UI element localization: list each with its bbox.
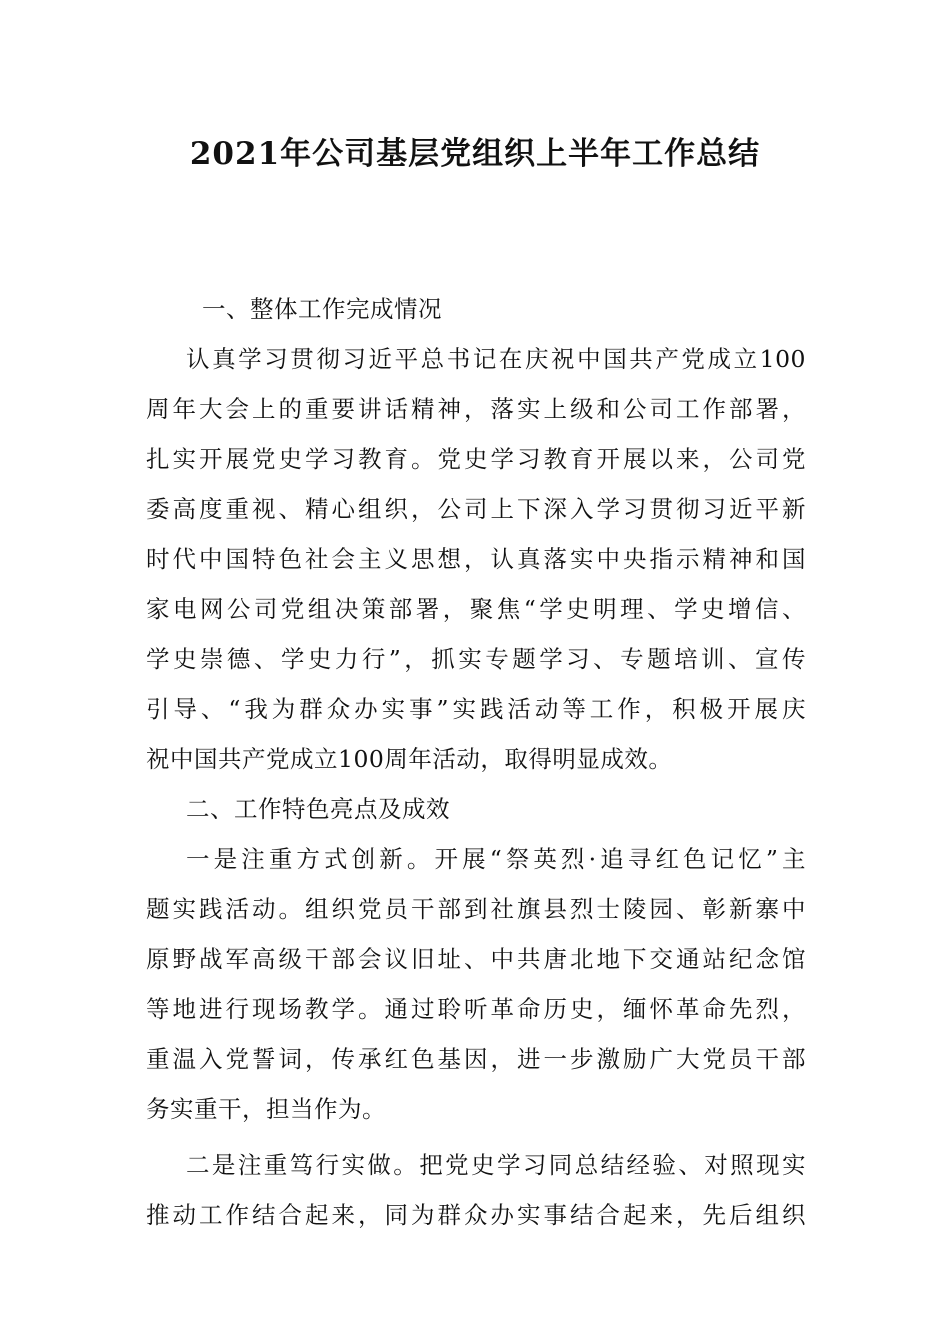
paragraph-line: 家电网公司党组决策部署，聚焦“学史明理、学史增信、 <box>146 595 806 623</box>
paragraph-line: 务实重干，担当作为。 <box>146 1095 386 1123</box>
paragraph-line: 二是注重笃行实做。把党史学习同总结经验、对照现实 <box>186 1151 806 1179</box>
document-body <box>146 284 806 1240</box>
paragraph-line: 周年大会上的重要讲话精神，落实上级和公司工作部署， <box>146 395 806 423</box>
paragraph-line: 原野战军高级干部会议旧址、中共唐北地下交通站纪念馆 <box>146 945 806 973</box>
paragraph-1 <box>146 334 806 784</box>
section-heading-1: 一、整体工作完成情况 <box>202 295 442 323</box>
paragraph-line: 学史崇德、学史力行”，抓实专题学习、专题培训、宣传 <box>146 645 806 673</box>
paragraph-line: 时代中国特色社会主义思想，认真落实中央指示精神和国 <box>146 545 806 573</box>
paragraph-line: 题实践活动。组织党员干部到社旗县烈士陵园、彰新寨中 <box>146 895 806 923</box>
paragraph-line: 一是注重方式创新。开展“祭英烈·追寻红色记忆”主 <box>186 845 806 873</box>
paragraph-3 <box>146 1140 806 1240</box>
paragraph-2 <box>146 834 806 1134</box>
paragraph-line: 祝中国共产党成立100周年活动，取得明显成效。 <box>146 745 673 773</box>
paragraph-line: 等地进行现场教学。通过聆听革命历史，缅怀革命先烈， <box>146 995 806 1023</box>
section-heading-2: 二、工作特色亮点及成效 <box>186 795 450 823</box>
paragraph-line: 重温入党誓词，传承红色基因，进一步激励广大党员干部 <box>146 1045 806 1073</box>
paragraph-line: 引导、“我为群众办实事”实践活动等工作，积极开展庆 <box>146 695 806 723</box>
paragraph-line: 推动工作结合起来，同为群众办实事结合起来，先后组织 <box>146 1201 806 1229</box>
paragraph-line: 认真学习贯彻习近平总书记在庆祝中国共产党成立100 <box>186 345 806 373</box>
paragraph-line: 扎实开展党史学习教育。党史学习教育开展以来，公司党 <box>146 445 806 473</box>
paragraph-line: 委高度重视、精心组织，公司上下深入学习贯彻习近平新 <box>146 495 806 523</box>
document-title: 2021年公司基层党组织上半年工作总结 <box>189 136 761 172</box>
